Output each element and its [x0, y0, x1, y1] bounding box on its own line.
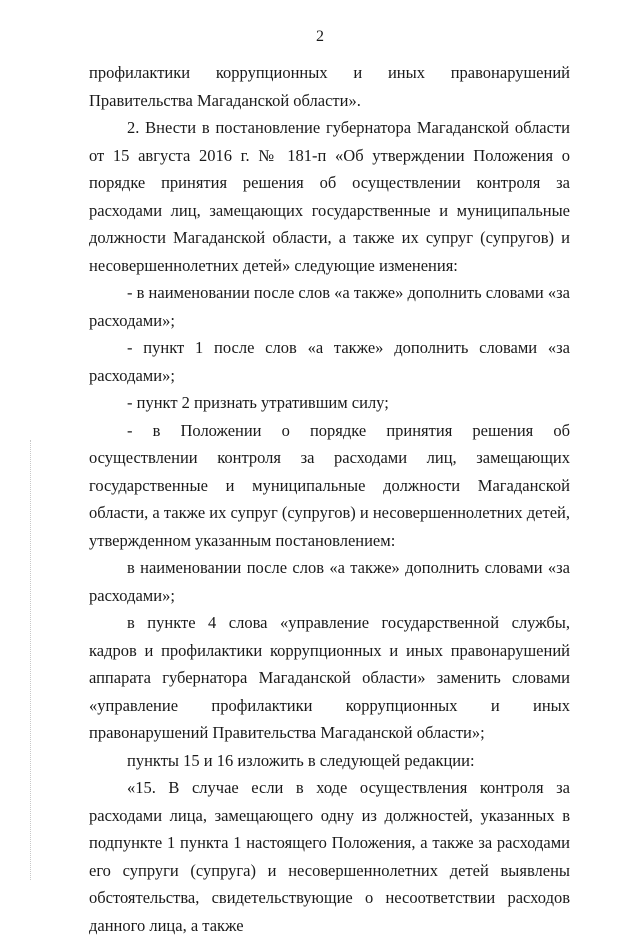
paragraph: профилактики коррупционных и иных правонарушений Правительства Магаданской области».	[89, 63, 570, 110]
paragraph: 2. Внести в постановление губернатора Магаданской области от 15 августа 2016 г. № 181-п «Об утверждении Положения о порядке принятия решения об осуществлении контроля за расходами лиц, замещающих государственные и муниципальные должности Магаданской области, а также их супруг (супругов) и несовершеннолетних детей» следующие изменения:	[89, 118, 570, 275]
paragraph: «15. В случае если в ходе осуществления контроля за расходами лица, замещающего одну из должностей, указанных в подпункте 1 пункта 1 настоящего Положения, а также за расходами его супруги (супруга) и несовершеннолетних детей выявлены обстоятельства, свидетельствующие о несоответствии расходов данного лица, а также	[89, 778, 570, 935]
paragraph: - пункт 2 признать утратившим силу;	[127, 393, 389, 412]
page-number: 2	[316, 28, 324, 45]
paragraph: в наименовании после слов «а также» дополнить словами «за расходами»;	[89, 558, 570, 605]
paragraph: в пункте 4 слова «управление государственной службы, кадров и профилактики коррупционных и иных правонарушений аппарата губернатора Магаданской области» заменить словами «управление профилактики коррупционных и иных правонарушений Правительства Магаданской области»;	[89, 613, 570, 742]
scan-edge-marks	[30, 440, 33, 880]
paragraph: - в Положении о порядке принятия решения об осуществлении контроля за расходами лиц, замещающих государственные и муниципальные должности Магаданской области, а также их супруг (супругов) и несовершеннолетних детей, утвержденном указанным постановлением:	[89, 420, 570, 550]
document-body	[89, 59, 570, 939]
paragraph: - в наименовании после слов «а также» дополнить словами «за расходами»;	[89, 283, 570, 330]
paragraph: - пункт 1 после слов «а также» дополнить словами «за расходами»;	[89, 338, 570, 385]
paragraph: пункты 15 и 16 изложить в следующей редакции:	[127, 750, 475, 770]
